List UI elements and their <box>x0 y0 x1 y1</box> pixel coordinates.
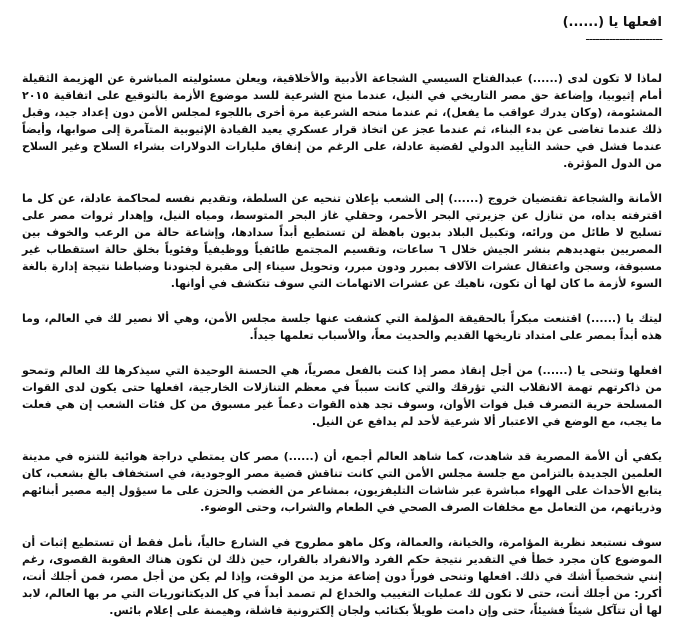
paragraph-1: لماذا لا تكون لدى (......) عبدالفتاح السيسي الشجاعة الأدبية والأخلاقية، ويعلن مسئوليته المباشرة عن الهزيمة الثقيلة أمام إثيوبيا، وإضاعة حق مصر التاريخي في النيل، عندما منح الشرعية للسد موضوع الأزمة بالتوقيع على اتفاقية ٢٠١٥ المشئومة، (وكان يدرك عواقب ما يفعل)، ثم عندما منحه الشرعية مرة أخرى باللجوء لمجلس الأمن دون إعداد جيد، وقبل ذلك عندما تغاضى عن بدء البناء، ثم عندما عجز عن اتخاذ قرار عسكري يعيد القيادة الإثيوبية المتآمرة إلى صوابها، وأيضاً عندما فشل في حشد التأييد الدولي لقضية عادلة، على الرغم من إنفاق مليارات الدولارات بشراء السلاح وغير السلاح من الدول المؤثرة. <box>22 72 662 170</box>
paragraph-3: ليتك يا (......) اقتنعت مبكراً بالحقيقة المؤلمة التي كشفت عنها جلسة مجلس الأمن، وهي ألا نصير لك في العالم، وما هذه أبداً بمصر على امتداد تاريخها القديم والحديث معاً، والأسباب تعلمها جيداً. <box>22 312 662 342</box>
paragraph-2: الأمانة والشجاعة تقتضيان خروج (......) إلى الشعب بإعلان تنحيه عن السلطة، وتقديم نفسه لمحاكمة عادلة، عن كل ما اقترفته يداه، من تنازل عن جزيرتي البحر الأحمر، وحقلي غاز البحر المتوسط، ومياه النيل، وإهدار ثروات مصر على تسليح لا طائل من ورائه، وتكبيل البلاد بديون باهظة لن تستطيع أبداً سدادها، وإشاعة حالة من الرعب والخوف بين المصريين بتهديدهم بنشر الجيش خلال ٦ ساعات، وتقسيم المجتمع طائفياً ووظيفياً وفئوياً بخلق حالة استقطاب غير مسبوقة، وسجن واعتقال عشرات الآلاف بمبرر ودون مبرر، وتحويل سيناء إلى مقبرة لجنودنا وضباطنا نتيجة إدارة بالغة السوء لأزمة ما كان لها أن تكون، ناهيك عن عشرات الاتهامات التي سوف تتكشف في أوانها. <box>22 192 663 290</box>
paragraph-4: افعلها وتنحى يا (......) من أجل إنقاذ مصر إذا كنت بالفعل مصرياً، هي الحسنة الوحيدة التي سيذكرها لك العالم وتمحو من ذاكرتهم تهمة الانقلاب التي تؤرقك والتي كانت سبباً في معظم التنازلات الخارجية، افعلها حتى يكون لدى القوات المسلحة حرية التصرف قبل فوات الأوان، وسوف تجد هذه القوات دعماً غير مسبوق من كل فئات الشعب إن هي فعلت ما يجب، مع الوضع في الاعتبار ألا شرعية لأحد لم يدافع عن النيل. <box>22 364 662 428</box>
paragraph-5: يكفي أن الأمة المصرية قد شاهدت، كما شاهد العالم أجمع، أن (......) مصر كان يمتطي دراجة هوائية للتنزه في مدينة العلمين الجديدة بالتزامن مع جلسة مجلس الأمن التي كانت تناقش قضية مصر الوجودية، في استخفاف بالغ بشعب، كان يتابع الأحداث على الهواء مباشرة عبر شاشات التليفزيون، بمشاعر من الغضب والحزن على ما سيؤول إليه مصير أبنائهم وذرياتهم، من التعامل مع مخلفات الصرف الصحي في الطعام والشراب، وحتى الوضوء. <box>22 450 662 514</box>
paragraph-6: سوف نستبعد نظرية المؤامرة، والخيانة، والعمالة، وكل ماهو مطروح في الشارع حالياً، نأمل فقط أن تستطيع إثبات أن الموضوع كان مجرد خطأ في التقدير نتيجة حكم الفرد والانفراد بالقرار، حين ذلك لن تكون هناك العقوبة القصوى، رغم إنني شخصياً أشك في ذلك. افعلها وتنحى فوراً دون إضاعة مزيد من الوقت، وإذا لم يكن من أجل مصر، فمن أجلك أنت، أكرر: من أجلك أنت، حتى لا تكون لك عمليات التغييب والخداع لم تصمد أبداً في كل الديكتاتوريات التي مر بها العالم، لابد لها أن تتآكل شيئاً فشيئاً، حتى وإن دامت طويلاً بكتائب ولجان إلكترونية فاشلة، وهيمنة على إعلام بائس. <box>22 536 662 617</box>
document-title: افعلها يا (......) <box>562 15 662 30</box>
title-underline: ----------------------- <box>585 32 662 46</box>
